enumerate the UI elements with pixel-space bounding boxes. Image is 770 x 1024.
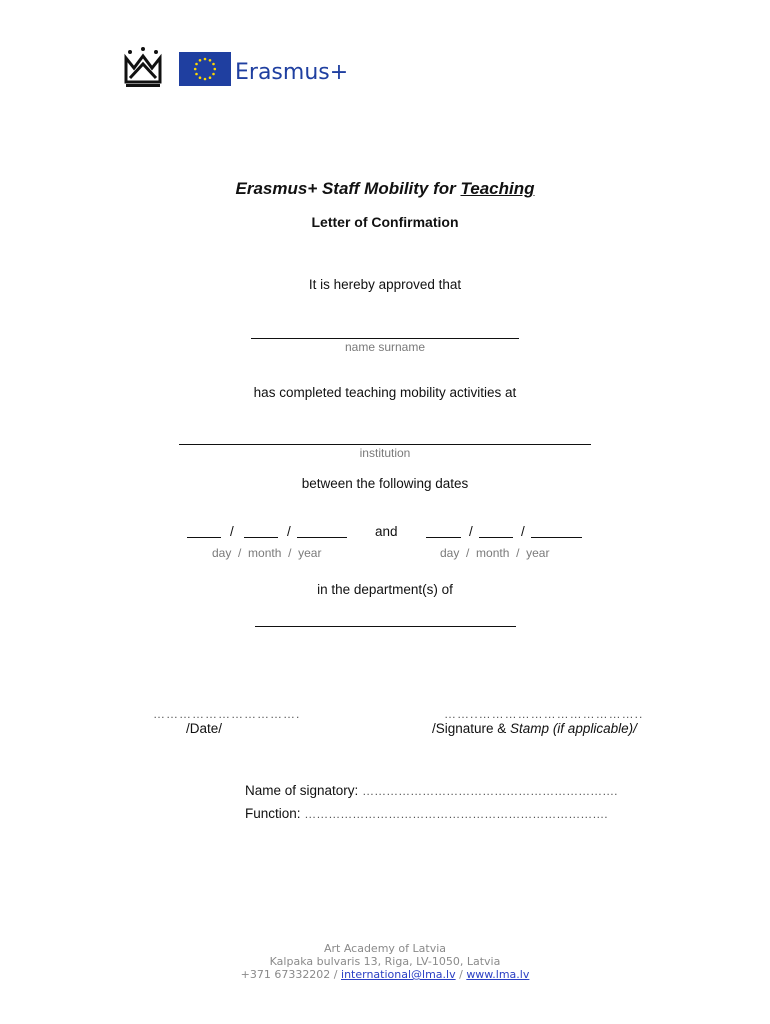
department-field-line[interactable] bbox=[255, 626, 516, 627]
eu-flag bbox=[179, 52, 231, 86]
caption-month: month bbox=[248, 546, 282, 560]
footer-contacts bbox=[0, 968, 770, 981]
dates-text: between the following dates bbox=[301, 476, 469, 491]
name-caption: name surname bbox=[344, 340, 426, 354]
signature-label bbox=[432, 721, 637, 736]
caption-slash: / bbox=[288, 546, 292, 560]
erasmus-logo-text: Erasmus+ bbox=[235, 60, 349, 85]
start-day-line[interactable] bbox=[187, 537, 221, 538]
department-text: in the department(s) of bbox=[317, 582, 453, 597]
signatory-name-label: Name of signatory: bbox=[245, 783, 359, 798]
footer-phone: +371 67332202 bbox=[240, 968, 331, 981]
crown-logo-icon bbox=[124, 46, 162, 90]
institution-field-line[interactable] bbox=[179, 444, 591, 445]
caption-slash: / bbox=[466, 546, 470, 560]
start-date-caption bbox=[212, 546, 321, 560]
footer-email-link[interactable]: international@lma.lv bbox=[341, 968, 456, 981]
end-year-line[interactable] bbox=[531, 537, 582, 538]
end-month-line[interactable] bbox=[479, 537, 513, 538]
function-label: Function: bbox=[245, 806, 301, 821]
title-prefix: Erasmus+ Staff Mobility for bbox=[235, 179, 461, 198]
start-month-line[interactable] bbox=[244, 537, 278, 538]
caption-year: year bbox=[298, 546, 322, 560]
footer-separator: / bbox=[455, 968, 467, 981]
end-day-line[interactable] bbox=[426, 537, 461, 538]
caption-year: year bbox=[526, 546, 550, 560]
completed-text: has completed teaching mobility activities at bbox=[253, 385, 517, 400]
signatory-name-row bbox=[245, 783, 617, 798]
page-subtitle: Letter of Confirmation bbox=[311, 214, 459, 230]
end-slash-1: / bbox=[469, 524, 473, 539]
approved-text: It is hereby approved that bbox=[308, 277, 462, 292]
institution-caption: institution bbox=[359, 446, 411, 460]
caption-day: day bbox=[440, 546, 460, 560]
date-dots[interactable]: ……………………………. bbox=[153, 707, 301, 721]
caption-day: day bbox=[212, 546, 232, 560]
and-label: and bbox=[375, 524, 398, 539]
footer-separator: / bbox=[330, 968, 342, 981]
signature-label-prefix: /Signature & bbox=[432, 721, 511, 736]
footer-org: Art Academy of Latvia bbox=[323, 942, 447, 955]
eu-flag-icon bbox=[179, 52, 231, 86]
academy-logo bbox=[124, 46, 162, 90]
caption-slash: / bbox=[238, 546, 242, 560]
page-title bbox=[0, 179, 770, 199]
date-label: /Date/ bbox=[186, 721, 223, 736]
title-emphasis: Teaching bbox=[460, 179, 535, 198]
caption-slash: / bbox=[516, 546, 520, 560]
start-slash-2: / bbox=[287, 524, 291, 539]
end-slash-2: / bbox=[521, 524, 525, 539]
footer-address: Kalpaka bulvaris 13, Riga, LV-1050, Latvia bbox=[269, 955, 501, 968]
function-dots[interactable]: …………………………………………………………………. bbox=[304, 807, 608, 821]
start-slash-1: / bbox=[230, 524, 234, 539]
end-date-caption bbox=[440, 546, 549, 560]
function-row bbox=[245, 806, 608, 821]
footer-website-link[interactable]: www.lma.lv bbox=[466, 968, 530, 981]
caption-month: month bbox=[476, 546, 510, 560]
signature-label-italic: Stamp (if applicable)/ bbox=[510, 721, 637, 736]
footer bbox=[0, 942, 770, 981]
signatory-name-dots[interactable]: ………………………………………………………. bbox=[362, 784, 618, 798]
signature-dots[interactable]: ……..……………………………….. bbox=[444, 707, 644, 721]
start-year-line[interactable] bbox=[297, 537, 347, 538]
name-field-line[interactable] bbox=[251, 338, 519, 339]
